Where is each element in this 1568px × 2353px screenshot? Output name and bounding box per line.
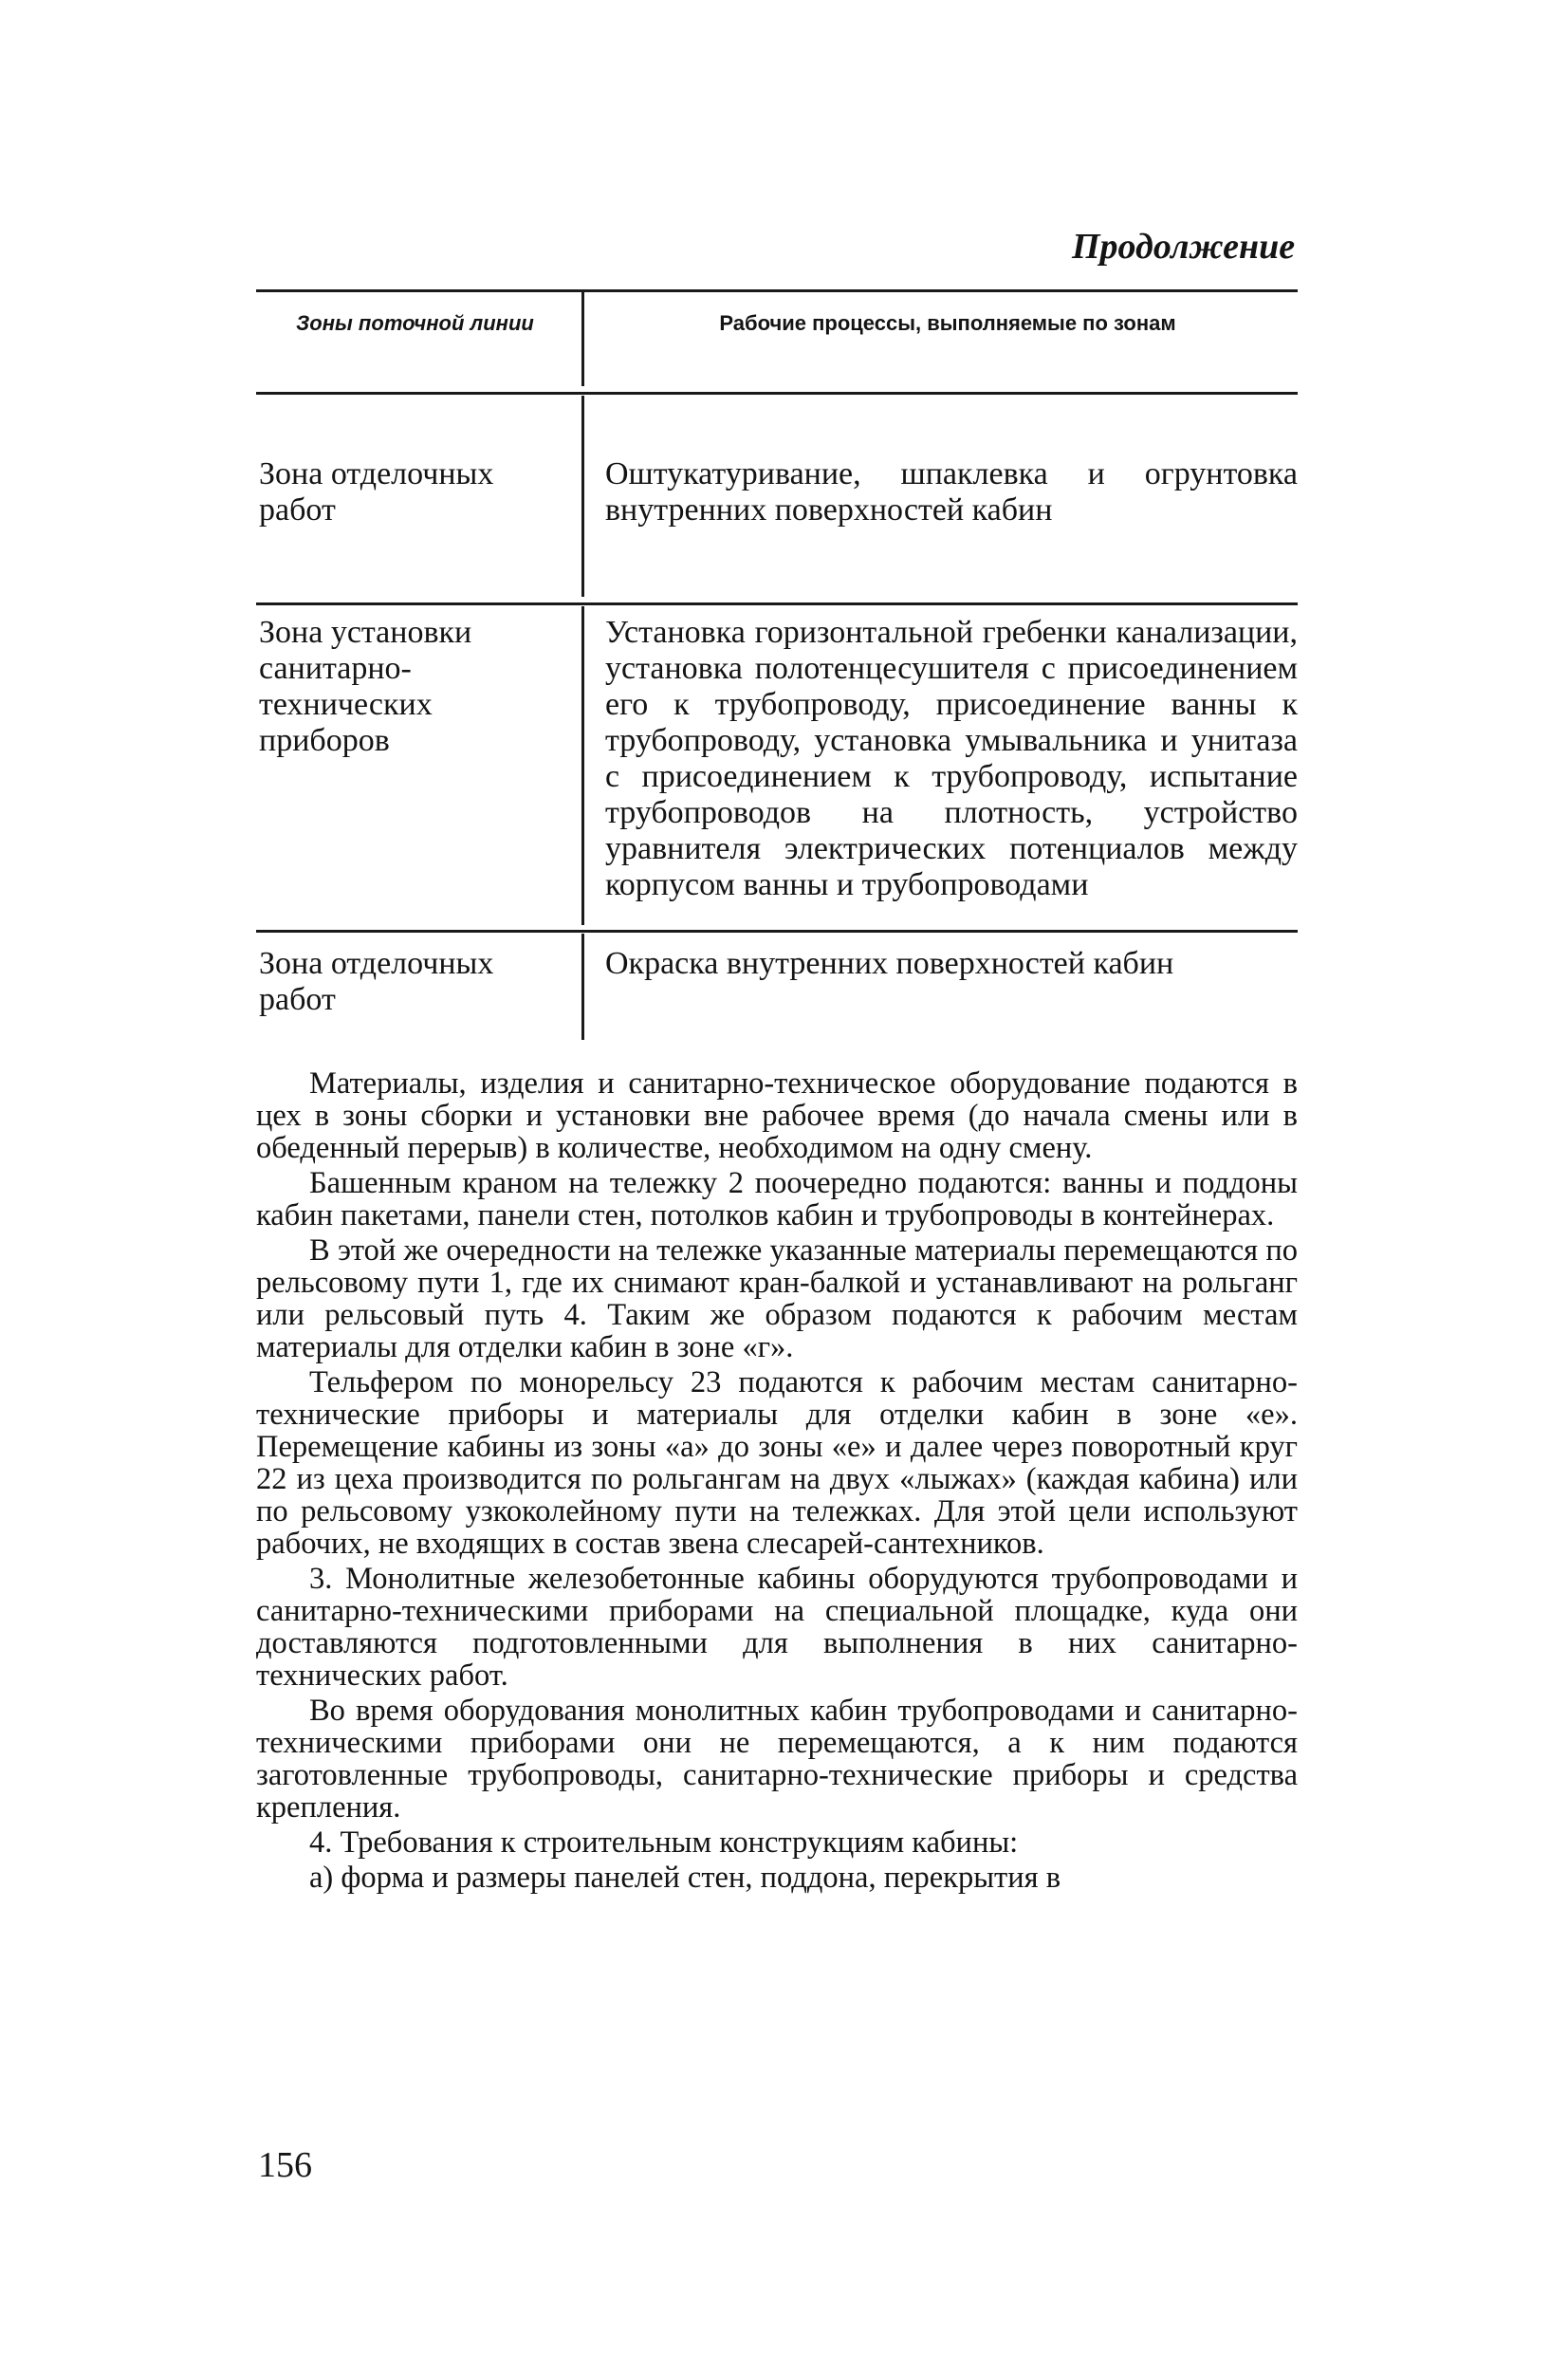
- table-header-rule: [256, 392, 1298, 395]
- column-header-zones: Зоны поточной линии: [296, 311, 534, 335]
- column-header-processes: Рабочие процессы, выполняемые по зонам: [719, 311, 1176, 335]
- table-column-divider: [581, 606, 584, 925]
- table-top-rule: [256, 289, 1298, 292]
- continuation-label: Продолжение: [1072, 227, 1296, 267]
- table-row-zone: Зона установки санитарно-технических приборов: [259, 615, 472, 758]
- table-row-zone: Зона отделочных работ: [259, 456, 494, 528]
- paragraph: 4. Требования к строительным конструкциям кабины:: [309, 1825, 1019, 1860]
- table-row-process: Оштукатуривание, шпаклевка и огрунтовка внутренних поверхностей кабин: [605, 456, 1298, 528]
- table-column-divider: [581, 291, 584, 386]
- table-column-divider: [581, 396, 584, 597]
- table-row-divider: [256, 930, 1298, 933]
- paragraph: Башенным краном на тележку 2 поочередно подаются: ванны и поддоны кабин пакетами, панели стен, потолков кабин и трубопроводы в контейнерах.: [256, 1166, 1298, 1232]
- table-row-process: Установка горизонтальной гребенки канализации, установка полотенцесушителя с присоединением его к трубопроводу, присоединение ванны к трубопроводу, установка умывальника и унитаза с присоединением к трубопроводу, испытание трубопроводов на плотность, устройство уравнителя электрических потенциалов между корпусом ванны и трубопроводами: [605, 615, 1298, 902]
- table-row-divider: [256, 602, 1298, 605]
- table-row-process: Окраска внутренних поверхностей кабин: [605, 946, 1174, 981]
- paragraph: Материалы, изделия и санитарно-техническое оборудование подаются в цех в зоны сборки и установки вне рабочее время (до начала смены или в обеденный перерыв) в количестве, необходимом на одну смену.: [256, 1066, 1298, 1165]
- paragraph: 3. Монолитные железобетонные кабины оборудуются трубопроводами и санитарно-техническими приборами на специальной площадке, куда они доставляются подготовленными для выполнения в них санитарно-технических работ.: [256, 1562, 1298, 1693]
- paragraph: В этой же очередности на тележке указанные материалы перемещаются по рельсовому пути 1, где их снимают кран-балкой и устанавливают на рольганг или рельсовый путь 4. Таким же образом подаются к рабочим местам материалы для отделки кабин в зоне «г».: [256, 1233, 1298, 1364]
- paragraph: Во время оборудования монолитных кабин трубопроводами и санитарно-техническими приборами они не перемещаются, а к ним подаются заготовленные трубопроводы, санитарно-технические приборы и средства крепления.: [256, 1694, 1298, 1825]
- body-text: [256, 1067, 1298, 1897]
- table-row-zone: Зона отделочных работ: [259, 946, 494, 1017]
- paragraph: Тельфером по монорельсу 23 подаются к рабочим местам санитарно-технические приборы и материалы для отделки кабин в зоне «е». Перемещение кабины из зоны «а» до зоны «е» и далее через поворотный круг 22 из цеха производится по рольгангам на двух «лыжах» (каждая кабина) или по рельсовому узкоколейному пути на тележках. Для этой цели используют рабочих, не входящих в состав звена слесарей-сантехников.: [256, 1365, 1298, 1561]
- paragraph: а) форма и размеры панелей стен, поддона, перекрытия в: [309, 1861, 1061, 1895]
- table-column-divider: [581, 934, 584, 1040]
- page-number: 156: [258, 2145, 312, 2185]
